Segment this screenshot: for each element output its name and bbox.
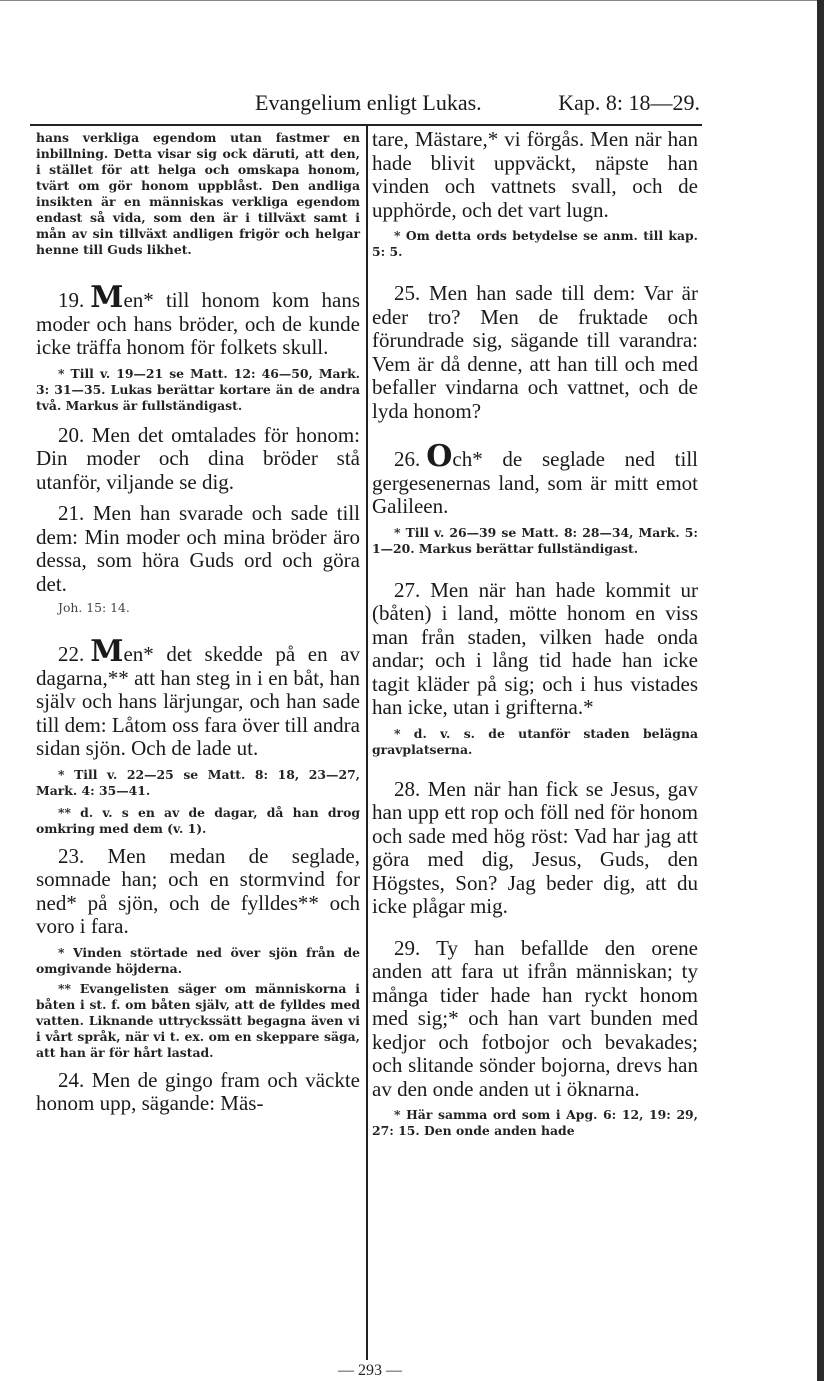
verse-26-number: 26. <box>394 447 421 471</box>
note-29: * Här samma ord som i Apg. 6: 12, 19: 29, 27: 15. Den onde anden hade <box>372 1107 698 1138</box>
verse-28: 28. Men när han fick se Jesus, gav han upp ett rop och föll ned för honom och sade med hög röst: Vad har jag att göra med dig, Jesus, Guds, den Högstes, Son? Jag beder dig, att du icke plågar mig. <box>372 776 698 918</box>
note-22b: ** d. v. s en av de dagar, då han drog omkring med dem (v. 1). <box>36 804 360 836</box>
verse-22 <box>36 634 360 761</box>
header-title: Evangelium enligt Lukas. <box>255 90 482 115</box>
verse-19-text: en* till honom kom hans moder och hans bröder, och de kunde icke träffa honom för folkets skull. <box>36 288 360 359</box>
note-23b: ** Evangelisten säger om människorna i båten i st. f. om båten själv, att de fylldes med vatten. Liknande uttryckssätt begagna även vi i vårt språk, när vi t. ex. om en skeppare säga, att han är för hårt lastad. <box>36 980 360 1060</box>
page-top-edge <box>0 0 824 1</box>
column-divider <box>366 126 368 1360</box>
verse-22-initial: M <box>90 634 124 669</box>
verse-21: 21. Men han svarade och sade till dem: Min moder och mina bröder äro dessa, som höra Guds ord och göra det. <box>36 501 360 596</box>
verse-23: 23. Men medan de seglade, somnade han; och en stormvind for ned* på sjön, och de fylldes** och voro i fara. <box>36 843 360 938</box>
verse-26-initial: O <box>426 439 453 474</box>
verse-27: 27. Men när han hade kommit ur (båten) i land, mötte honom en viss man från staden, vilken hade onda andar; och i lång tid hade han icke tagit kläder på sig; och i hus vistades han icke, utan i grifterna.* <box>372 577 698 719</box>
verse-29: 29. Ty han befallde den orene anden att fara ut ifrån människan; ty många tider hade han ryckt honom med sig;* och han vart bunden med kedjor och fotbojor och bevakades; och slitande sönder bojorna, drevs han av den onde anden ut i öknarna. <box>372 935 698 1101</box>
note-26: * Till v. 26—39 se Matt. 8: 28—34, Mark. 5: 1—20. Markus berättar fullständigast. <box>372 524 698 556</box>
note-intro: hans verkliga egendom utan fastmer en inbillning. Detta visar sig ock däruti, att den, i stället för att helga och omskapa honom, tvärt om gör honom uppblåst. Den andliga insikten är en människas verkliga egendom endast så vida, som den är i tillväxt samt i mån av sin tillväxt andligen frigör och helgar henne till Guds likhet. <box>36 130 360 257</box>
verse-26 <box>372 439 698 519</box>
verse-25: 25. Men han sade till dem: Var är eder tro? Men de fruktade och förundrade sig, sägande till varandra: Vem är då denne, att han till och med befaller vindarna och vattnet, och de lyda honom? <box>372 281 698 423</box>
verse-24-continued: tare, Mästare,* vi förgås. Men när han hade blivit uppväckt, näpste han vinden och vattnets svall, och de upphörde, och det vart lugn. <box>372 127 698 222</box>
page-number: — 293 — <box>338 1362 402 1379</box>
left-column <box>36 128 360 1116</box>
note-19: * Till v. 19—21 se Matt. 12: 46—50, Mark. 3: 31—35. Lukas berättar kortare än de andra två. Markus är fullständigast. <box>36 365 360 413</box>
verse-22-text: en* det skedde på en av dagarna,** att han steg in i en båt, han själv och hans lärjungar, och han sade till dem: Låtom oss fara över till andra sidan sjön. Och de lade ut. <box>36 642 360 760</box>
note-21: Joh. 15: 14. <box>58 600 130 615</box>
verse-20: 20. Men det omtalades för honom: Din moder och dina bröder stå utanför, viljande se dig. <box>36 422 360 494</box>
note-24: * Om detta ords betydelse se anm. till kap. 5: 5. <box>372 228 698 259</box>
note-27: * d. v. s. de utanför staden belägna gravplatserna. <box>372 725 698 757</box>
note-23a: * Vinden störtade ned över sjön från de omgivande höjderna. <box>36 944 360 976</box>
verse-19-number: 19. <box>58 288 85 312</box>
verse-26-text: ch* de seglade ned till gergesenernas land, som är mitt emot Galileen. <box>372 447 698 518</box>
verse-22-number: 22. <box>58 642 85 666</box>
verse-19-initial: M <box>90 280 124 315</box>
verse-24: 24. Men de gingo fram och väckte honom upp, sägande: Mäs- <box>36 1067 360 1115</box>
right-column <box>372 128 698 1139</box>
note-22a: * Till v. 22—25 se Matt. 8: 18, 23—27, Mark. 4: 35—41. <box>36 766 360 798</box>
verse-19 <box>36 280 360 360</box>
header-chapter-reference: Kap. 8: 18—29. <box>558 90 700 115</box>
running-header <box>40 90 700 122</box>
scan-page-edge <box>817 0 824 1381</box>
